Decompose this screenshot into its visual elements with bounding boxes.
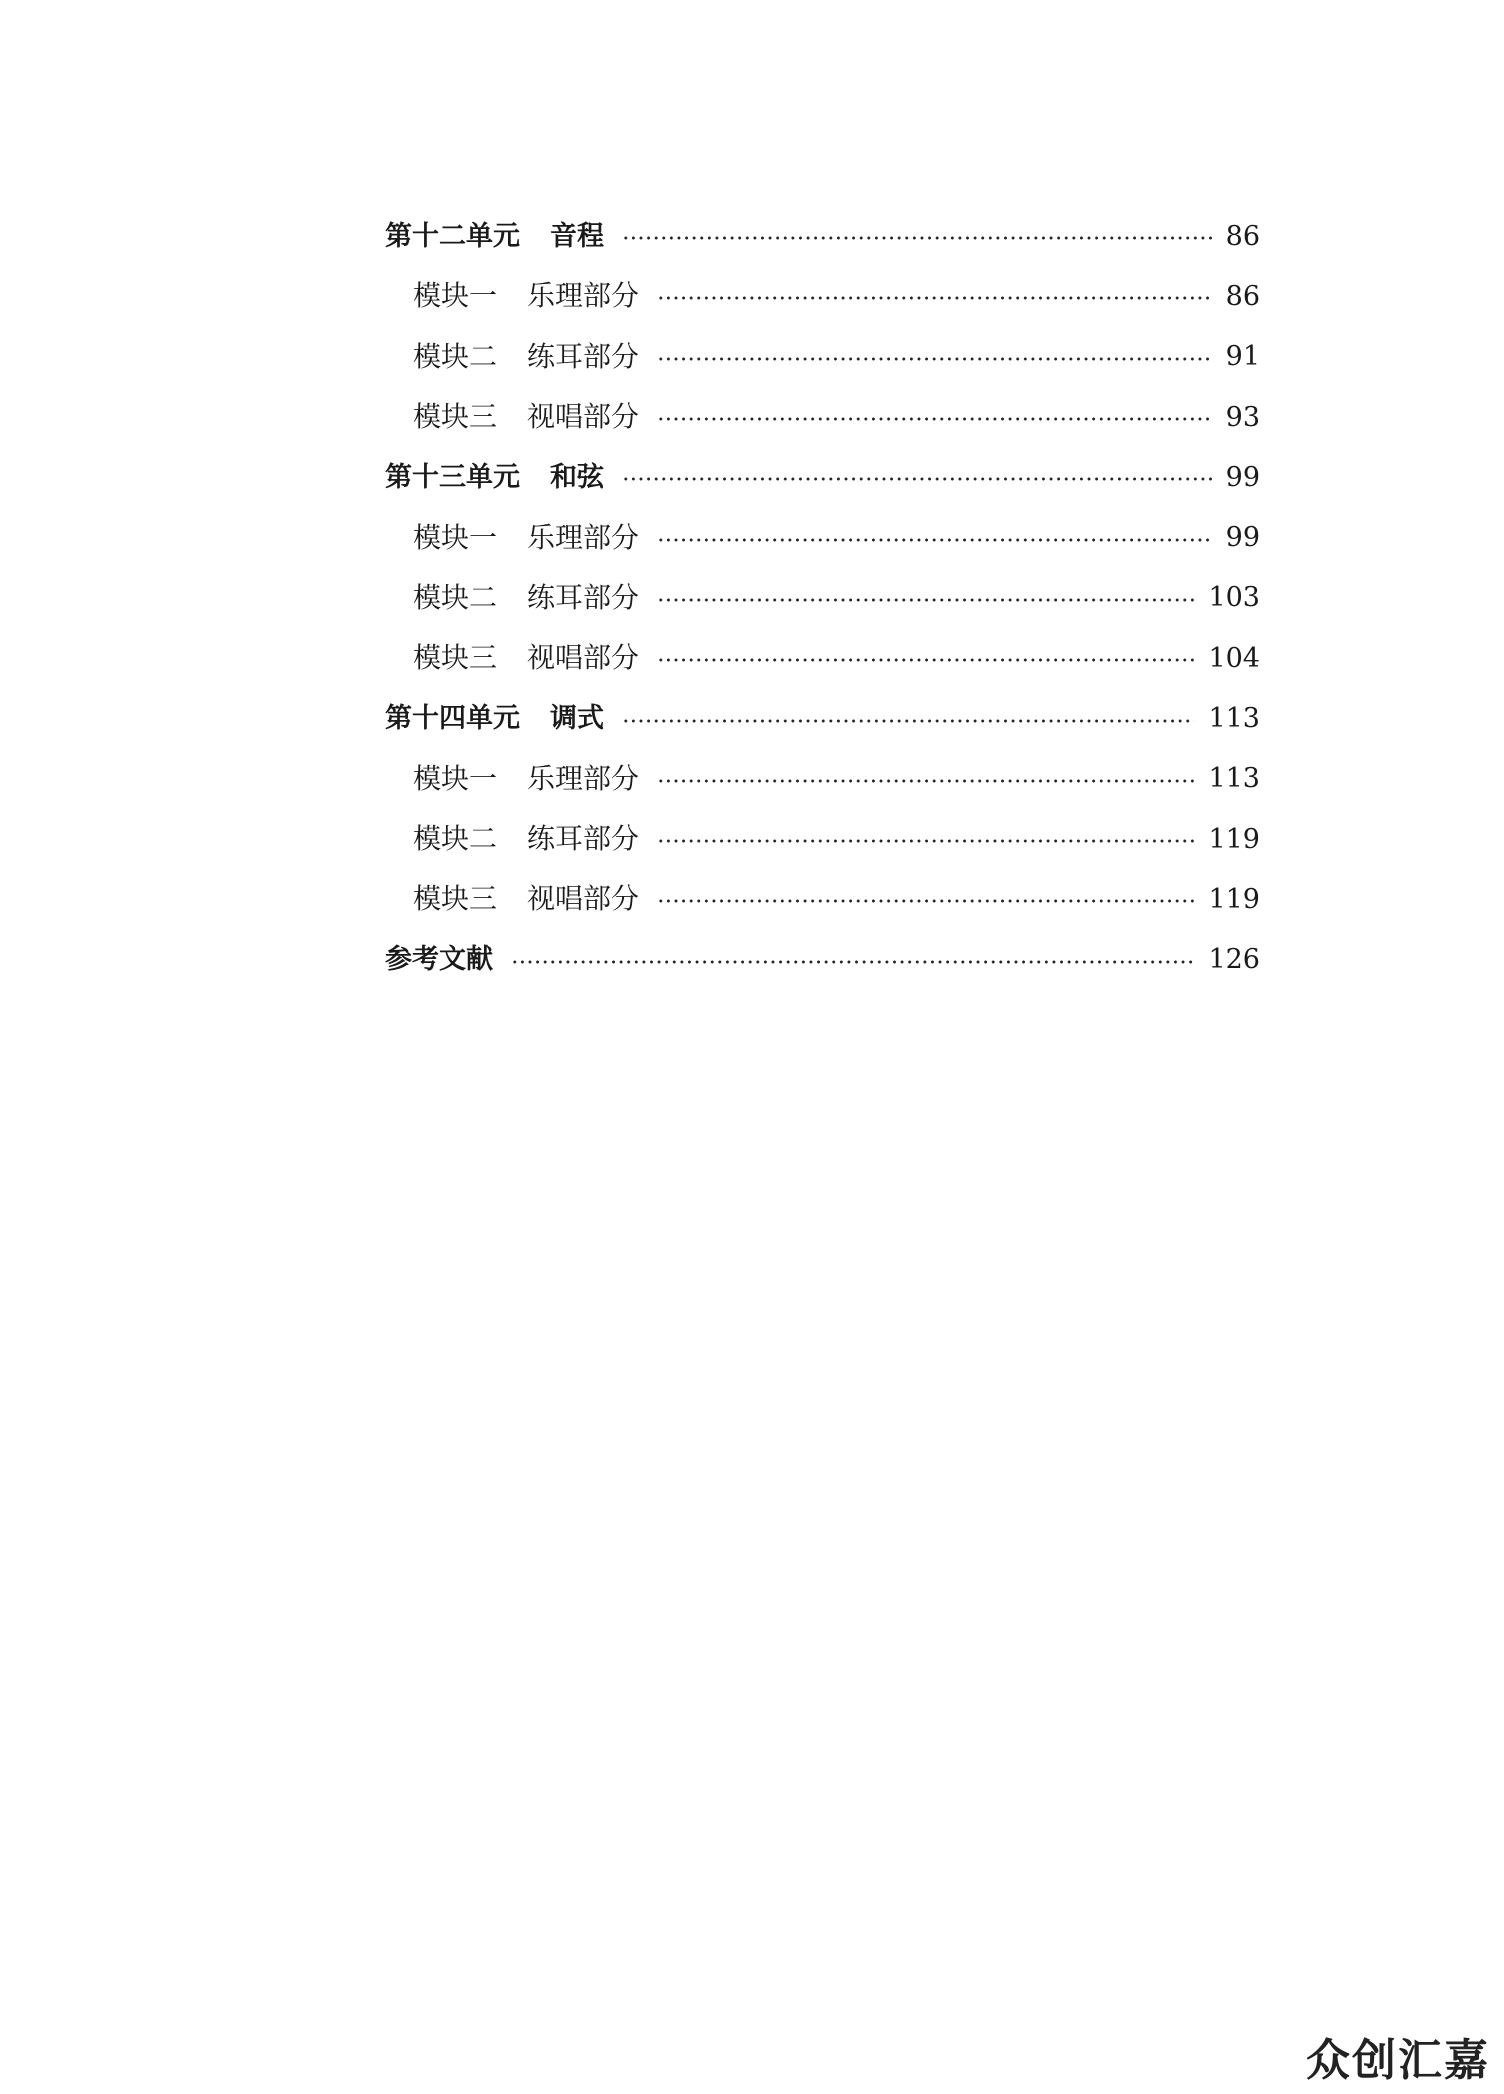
dot-leader bbox=[657, 537, 1212, 543]
dot-leader bbox=[657, 898, 1194, 904]
toc-page-number: 104 bbox=[1208, 642, 1260, 674]
toc-entry-module[interactable] bbox=[385, 507, 1260, 567]
toc-page-number: 119 bbox=[1208, 823, 1260, 855]
watermark-logo: 众创汇嘉 bbox=[1306, 2035, 1490, 2086]
toc-entry-module[interactable] bbox=[385, 568, 1260, 628]
dot-leader bbox=[657, 295, 1212, 301]
toc-entry-unit-13[interactable] bbox=[385, 447, 1260, 507]
dot-leader bbox=[657, 778, 1194, 784]
toc-entry-label: 模块二 练耳部分 bbox=[413, 339, 640, 373]
toc-page-number: 99 bbox=[1225, 522, 1260, 554]
toc-entry-label: 模块二 练耳部分 bbox=[413, 580, 640, 614]
toc-entry-label: 模块一 乐理部分 bbox=[413, 520, 640, 554]
toc-entry-label: 第十二单元 音程 bbox=[385, 220, 604, 252]
dot-leader bbox=[657, 416, 1212, 422]
toc-entry-label: 模块一 乐理部分 bbox=[413, 279, 640, 313]
toc-entry-label: 第十四单元 调式 bbox=[385, 703, 604, 735]
toc-entry-module[interactable] bbox=[385, 628, 1260, 688]
dot-leader bbox=[622, 235, 1212, 241]
toc-entry-module[interactable] bbox=[385, 387, 1260, 447]
toc-page-number: 86 bbox=[1225, 220, 1260, 252]
toc-page-number: 99 bbox=[1225, 461, 1260, 493]
toc-entry-module[interactable] bbox=[385, 809, 1260, 869]
toc-page-number: 86 bbox=[1225, 280, 1260, 312]
dot-leader bbox=[511, 959, 1194, 965]
toc-page-number: 113 bbox=[1208, 703, 1260, 735]
toc-page-number: 126 bbox=[1208, 944, 1260, 976]
toc-page-number: 103 bbox=[1208, 582, 1260, 614]
toc-entry-label: 模块三 视唱部分 bbox=[413, 641, 640, 675]
toc-page-number: 91 bbox=[1225, 341, 1260, 373]
toc-entry-unit-14[interactable] bbox=[385, 688, 1260, 748]
dot-leader bbox=[622, 476, 1212, 482]
toc-entry-unit-12[interactable] bbox=[385, 206, 1260, 266]
toc-entry-references[interactable] bbox=[385, 930, 1260, 990]
toc-entry-label: 参考文献 bbox=[385, 944, 493, 976]
toc-entry-module[interactable] bbox=[385, 749, 1260, 809]
toc-page-number: 119 bbox=[1208, 883, 1260, 915]
toc-entry-module[interactable] bbox=[385, 327, 1260, 387]
toc-entry-label: 模块三 视唱部分 bbox=[413, 400, 640, 434]
toc-entry-module[interactable] bbox=[385, 869, 1260, 929]
toc-entry-module[interactable] bbox=[385, 266, 1260, 326]
dot-leader bbox=[657, 597, 1194, 603]
dot-leader bbox=[657, 356, 1212, 362]
table-of-contents bbox=[385, 206, 1260, 990]
dot-leader bbox=[622, 718, 1194, 724]
toc-entry-label: 第十三单元 和弦 bbox=[385, 461, 604, 493]
toc-page-number: 113 bbox=[1208, 763, 1260, 795]
toc-entry-label: 模块二 练耳部分 bbox=[413, 822, 640, 856]
dot-leader bbox=[657, 838, 1194, 844]
toc-entry-label: 模块一 乐理部分 bbox=[413, 761, 640, 795]
toc-page-number: 93 bbox=[1225, 401, 1260, 433]
dot-leader bbox=[657, 657, 1194, 663]
toc-entry-label: 模块三 视唱部分 bbox=[413, 882, 640, 916]
